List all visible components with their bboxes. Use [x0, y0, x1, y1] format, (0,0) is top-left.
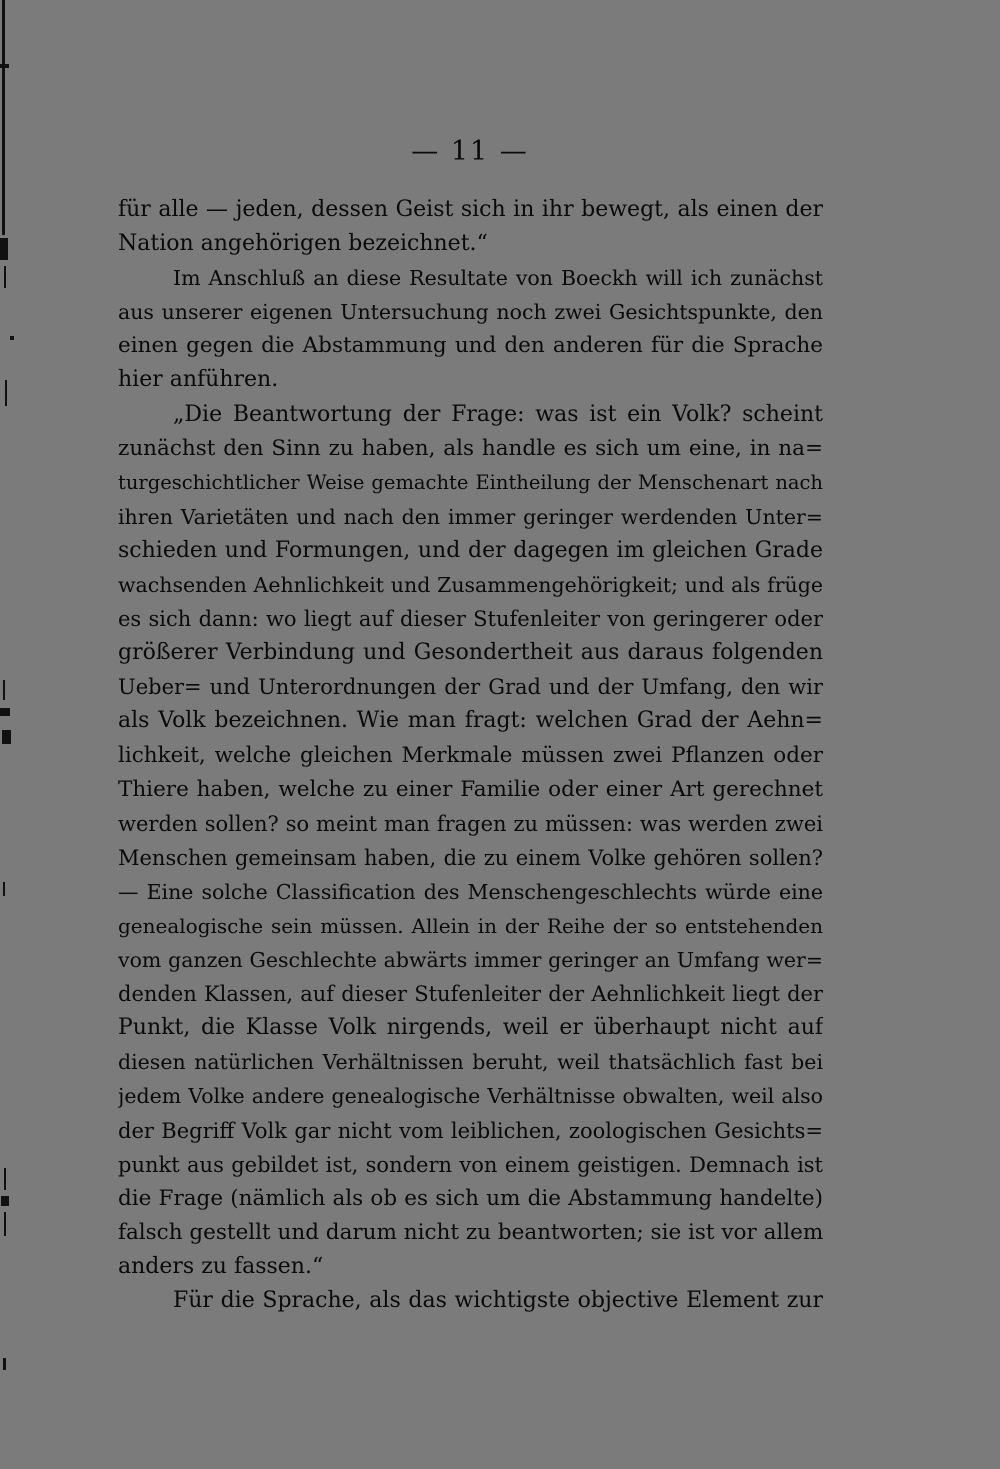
text-line: zunächst den Sinn zu haben, als handle es sich um eine, in na= [118, 435, 823, 461]
text-line: Menschen gemeinsam haben, die zu einem Volke gehören sollen? [118, 845, 823, 870]
text-line: genealogische sein müssen. Allein in der Reihe der so entstehenden [118, 913, 823, 938]
text-line: jedem Volke andere genealogische Verhältnisse obwalten, weil also [118, 1084, 823, 1109]
body-text [118, 193, 823, 1318]
text-line: wachsenden Aehnlichkeit und Zusammengehörigkeit; und als früge [118, 573, 823, 598]
text-line: punkt aus gebildet ist, sondern von einem geistigen. Demnach ist [118, 1152, 823, 1177]
text-line: Ueber= und Unterordnungen der Grad und der Umfang, den wir [118, 675, 823, 700]
text-line: Im Anschluß an diese Resultate von Boeckh will ich zunächst [173, 266, 823, 291]
text-line: größerer Verbindung und Gesondertheit aus daraus folgenden [118, 640, 823, 666]
text-line: der Begriff Volk gar nicht vom leiblichen, zoologischen Gesichts= [118, 1118, 823, 1143]
text-line: Thiere haben, welche zu einer Familie oder einer Art gerechnet [118, 776, 823, 802]
text-line: anders zu fassen.“ [118, 1253, 324, 1279]
text-line: hier anführen. [118, 367, 279, 393]
scan-edge-marks [0, 0, 16, 1469]
text-line: einen gegen die Abstammung und den anderen für die Sprache [118, 333, 823, 359]
text-line: Nation angehörigen bezeichnet.“ [118, 231, 488, 257]
text-line: ihren Varietäten und nach den immer geringer werdenden Unter= [118, 504, 823, 529]
text-line: für alle — jeden, dessen Geist sich in ihr bewegt, als einen der [118, 197, 823, 222]
text-line: als Volk bezeichnen. Wie man fragt: welchen Grad der Aehn= [118, 708, 823, 734]
text-line: „Die Beantwortung der Frage: was ist ein Volk? scheint [173, 401, 823, 427]
text-line: schieden und Formungen, und der dagegen im gleichen Grade [118, 537, 823, 563]
text-line: lichkeit, welche gleichen Merkmale müssen zwei Pflanzen oder [118, 742, 823, 768]
text-line: Für die Sprache, als das wichtigste objective Element zur [173, 1288, 823, 1313]
text-line: vom ganzen Geschlechte abwärts immer geringer an Umfang wer= [118, 948, 823, 973]
text-line: turgeschichtlicher Weise gemachte Eintheilung der Menschenart nach [118, 470, 823, 494]
text-line: die Frage (nämlich als ob es sich um die Abstammung handelte) [118, 1185, 823, 1211]
text-line: werden sollen? so meint man fragen zu müssen: was werden zwei [118, 811, 823, 836]
page-number: — 11 — [411, 136, 529, 167]
text-line: falsch gestellt und darum nicht zu beantworten; sie ist vor allem [118, 1219, 823, 1245]
text-line: diesen natürlichen Verhältnissen beruht, weil thatsächlich fast bei [118, 1050, 823, 1075]
text-line: Punkt, die Klasse Volk nirgends, weil er überhaupt nicht auf [118, 1015, 823, 1041]
text-line: aus unserer eigenen Untersuchung noch zwei Gesichtspunkte, den [118, 300, 823, 325]
text-line: — Eine solche Classification des Menschengeschlechts würde eine [118, 879, 823, 904]
text-line: es sich dann: wo liegt auf dieser Stufenleiter von geringerer oder [118, 607, 823, 632]
text-line: denden Klassen, auf dieser Stufenleiter der Aehnlichkeit liegt der [118, 982, 823, 1007]
